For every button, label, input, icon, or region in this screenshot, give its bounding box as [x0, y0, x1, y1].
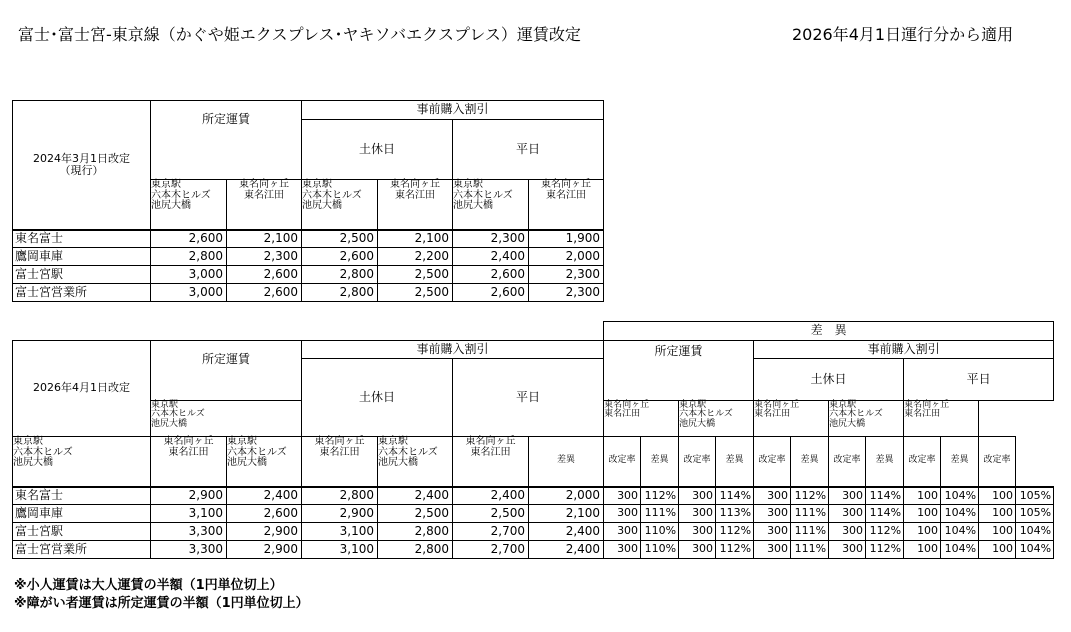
table-row — [13, 284, 604, 302]
rate-cell: 112% — [716, 541, 754, 559]
weekend-header: 土休日 — [302, 120, 453, 180]
diff-cell: 100 — [904, 487, 941, 505]
difference-header: 差 異 — [604, 322, 1054, 341]
diff-label: 差異 — [641, 437, 679, 487]
diff-cell: 300 — [679, 505, 716, 523]
rate-cell: 104% — [941, 541, 979, 559]
diff-col-tomei: 東名向ヶ丘 東名江田 — [604, 401, 679, 437]
stop-name: 富士宮営業所 — [13, 284, 151, 302]
stop-name: 鷹岡車庫 — [13, 505, 151, 523]
table-row — [13, 266, 604, 284]
fare-cell: 2,900 — [151, 487, 227, 505]
weekday-header: 平日 — [453, 359, 604, 437]
fare-cell: 2,200 — [378, 248, 453, 266]
rate-cell: 111% — [641, 505, 679, 523]
fare-cell: 2,000 — [529, 487, 604, 505]
fare-cell: 3,000 — [151, 266, 227, 284]
diff-label: 差異 — [529, 437, 604, 487]
fare-cell: 3,300 — [151, 523, 227, 541]
rate-cell: 114% — [866, 505, 904, 523]
fare-cell: 2,600 — [227, 505, 302, 523]
fare-cell: 2,800 — [378, 523, 453, 541]
rate-label: 改定率 — [679, 437, 716, 487]
stop-name: 富士宮駅 — [13, 266, 151, 284]
table-row — [13, 505, 1054, 523]
diff-cell: 300 — [829, 505, 866, 523]
rate-cell: 112% — [791, 487, 829, 505]
fare-cell: 2,700 — [453, 523, 529, 541]
rate-cell: 104% — [941, 505, 979, 523]
col-tomei-group: 東名向ヶ丘 東名江田 — [453, 437, 529, 487]
diff-cell: 300 — [604, 523, 641, 541]
fare-cell: 2,600 — [453, 284, 529, 302]
fare-cell: 2,800 — [302, 284, 378, 302]
stop-name: 東名富士 — [13, 230, 151, 248]
fare-cell: 2,300 — [227, 248, 302, 266]
rate-cell: 111% — [791, 541, 829, 559]
note-child-fare: ※小人運賃は大人運賃の半額（1円単位切上） — [14, 578, 283, 593]
rate-label: 改定率 — [754, 437, 791, 487]
diff-cell: 100 — [979, 505, 1016, 523]
current-fare-table — [12, 100, 604, 302]
rate-label: 改定率 — [829, 437, 866, 487]
col-tomei-group: 東名向ヶ丘 東名江田 — [378, 180, 453, 230]
diff-label: 差異 — [791, 437, 829, 487]
rate-cell: 104% — [1016, 523, 1054, 541]
diff-cell: 300 — [604, 487, 641, 505]
fare-cell: 2,700 — [453, 541, 529, 559]
fare-cell: 3,100 — [151, 505, 227, 523]
rate-cell: 114% — [716, 487, 754, 505]
fare-cell: 1,900 — [529, 230, 604, 248]
current-table-caption: 2024年3月1日改定 （現行） — [13, 101, 151, 230]
fare-cell: 2,800 — [302, 266, 378, 284]
fare-cell: 2,500 — [453, 505, 529, 523]
diff-col-tokyo: 東京駅 六本木ヒルズ 池尻大橋 — [829, 401, 904, 437]
rate-label: 改定率 — [979, 437, 1016, 487]
rate-cell: 104% — [1016, 541, 1054, 559]
fare-cell: 2,600 — [302, 248, 378, 266]
diff-cell: 300 — [679, 487, 716, 505]
diff-cell: 300 — [679, 541, 716, 559]
advance-discount-header: 事前購入割引 — [302, 341, 604, 359]
fare-cell: 2,900 — [302, 505, 378, 523]
weekday-header: 平日 — [453, 120, 604, 180]
rate-cell: 112% — [866, 523, 904, 541]
diff-cell: 100 — [904, 541, 941, 559]
rate-cell: 114% — [866, 487, 904, 505]
fare-cell: 2,600 — [227, 284, 302, 302]
fare-cell: 2,400 — [227, 487, 302, 505]
revised-fare-rows — [13, 487, 1054, 559]
revised-table-caption: 2026年4月1日改定 — [13, 341, 151, 437]
fare-cell: 2,300 — [529, 284, 604, 302]
stop-name: 鷹岡車庫 — [13, 248, 151, 266]
diff-cell: 300 — [754, 487, 791, 505]
diff-cell: 300 — [754, 541, 791, 559]
diff-cell: 300 — [754, 505, 791, 523]
col-tokyo-group: 東京駅 六本木ヒルズ 池尻大橋 — [378, 437, 453, 487]
rate-label: 改定率 — [604, 437, 641, 487]
rate-cell: 112% — [716, 523, 754, 541]
diff-cell: 100 — [979, 487, 1016, 505]
stop-name: 東名富士 — [13, 487, 151, 505]
rate-cell: 112% — [866, 541, 904, 559]
diff-label: 差異 — [866, 437, 904, 487]
stop-name: 富士宮駅 — [13, 523, 151, 541]
table-row — [13, 523, 1054, 541]
fare-cell: 2,100 — [378, 230, 453, 248]
effective-date: 2026年4月1日運行分から適用 — [792, 25, 1014, 44]
base-fare-header: 所定運賃 — [151, 341, 302, 401]
fare-cell: 2,400 — [529, 523, 604, 541]
notes — [14, 577, 309, 613]
fare-cell: 2,400 — [453, 248, 529, 266]
diff-weekend-header: 土休日 — [754, 359, 904, 401]
fare-cell: 2,800 — [151, 248, 227, 266]
base-fare-header: 所定運賃 — [151, 101, 302, 180]
fare-cell: 2,300 — [453, 230, 529, 248]
fare-cell: 2,900 — [227, 541, 302, 559]
fare-cell: 2,500 — [378, 284, 453, 302]
col-tokyo-group: 東京駅 六本木ヒルズ 池尻大橋 — [453, 180, 529, 230]
col-tomei-group: 東名向ヶ丘 東名江田 — [227, 180, 302, 230]
page-title: 富士･富士宮-東京線（かぐや姫エクスプレス･ヤキソバエクスプレス）運賃改定 — [18, 25, 581, 44]
fare-cell: 2,600 — [453, 266, 529, 284]
diff-cell: 100 — [904, 523, 941, 541]
diff-cell: 300 — [754, 523, 791, 541]
fare-cell: 2,600 — [227, 266, 302, 284]
diff-advance-header: 事前購入割引 — [754, 341, 1054, 359]
diff-cell: 300 — [829, 541, 866, 559]
fare-cell: 2,800 — [302, 487, 378, 505]
diff-label: 差異 — [941, 437, 979, 487]
col-tomei-group: 東名向ヶ丘 東名江田 — [529, 180, 604, 230]
fare-cell: 2,500 — [302, 230, 378, 248]
revised-fare-table — [12, 321, 1054, 559]
diff-cell: 300 — [679, 523, 716, 541]
fare-cell: 2,800 — [378, 541, 453, 559]
diff-cell: 100 — [979, 541, 1016, 559]
fare-cell: 2,400 — [529, 541, 604, 559]
rate-cell: 110% — [641, 523, 679, 541]
rate-cell: 111% — [791, 505, 829, 523]
fare-cell: 2,400 — [453, 487, 529, 505]
diff-cell: 300 — [829, 487, 866, 505]
fare-cell: 2,500 — [378, 266, 453, 284]
col-tokyo-group: 東京駅 六本木ヒルズ 池尻大橋 — [302, 180, 378, 230]
diff-cell: 100 — [979, 523, 1016, 541]
stop-name: 富士宮営業所 — [13, 541, 151, 559]
diff-col-tokyo: 東京駅 六本木ヒルズ 池尻大橋 — [151, 401, 302, 437]
diff-cell: 300 — [604, 541, 641, 559]
weekend-header: 土休日 — [302, 359, 453, 437]
diff-cell: 300 — [829, 523, 866, 541]
diff-base-fare-header: 所定運賃 — [604, 341, 754, 401]
rate-cell: 104% — [941, 487, 979, 505]
fare-cell: 2,600 — [151, 230, 227, 248]
fare-cell: 2,500 — [378, 505, 453, 523]
table-row — [13, 487, 1054, 505]
fare-cell: 2,400 — [378, 487, 453, 505]
fare-cell: 2,900 — [227, 523, 302, 541]
diff-col-tomei: 東名向ヶ丘 東名江田 — [754, 401, 829, 437]
diff-cell: 100 — [904, 505, 941, 523]
table-row — [13, 248, 604, 266]
diff-col-tomei: 東名向ヶ丘 東名江田 — [904, 401, 979, 437]
rate-label: 改定率 — [904, 437, 941, 487]
col-tokyo-group: 東京駅 六本木ヒルズ 池尻大橋 — [227, 437, 302, 487]
col-tokyo-group: 東京駅 六本木ヒルズ 池尻大橋 — [13, 437, 151, 487]
fare-cell: 3,000 — [151, 284, 227, 302]
diff-label: 差異 — [716, 437, 754, 487]
advance-discount-header: 事前購入割引 — [302, 101, 604, 120]
col-tomei-group: 東名向ヶ丘 東名江田 — [302, 437, 378, 487]
diff-col-tokyo: 東京駅 六本木ヒルズ 池尻大橋 — [679, 401, 754, 437]
fare-cell: 3,100 — [302, 523, 378, 541]
rate-cell: 113% — [716, 505, 754, 523]
rate-cell: 112% — [641, 487, 679, 505]
fare-cell: 2,100 — [227, 230, 302, 248]
fare-cell: 3,300 — [151, 541, 227, 559]
fare-cell: 3,100 — [302, 541, 378, 559]
note-disability-fare: ※障がい者運賃は所定運賃の半額（1円単位切上） — [14, 596, 309, 611]
rate-cell: 105% — [1016, 505, 1054, 523]
fare-cell: 2,300 — [529, 266, 604, 284]
rate-cell: 111% — [791, 523, 829, 541]
rate-cell: 104% — [941, 523, 979, 541]
col-tokyo-group: 東京駅 六本木ヒルズ 池尻大橋 — [151, 180, 227, 230]
fare-cell: 2,000 — [529, 248, 604, 266]
fare-cell: 2,100 — [529, 505, 604, 523]
col-tomei-group: 東名向ヶ丘 東名江田 — [151, 437, 227, 487]
rate-cell: 110% — [641, 541, 679, 559]
rate-cell: 105% — [1016, 487, 1054, 505]
diff-weekday-header: 平日 — [904, 359, 1054, 401]
table-row — [13, 541, 1054, 559]
diff-cell: 300 — [604, 505, 641, 523]
table-row — [13, 230, 604, 248]
